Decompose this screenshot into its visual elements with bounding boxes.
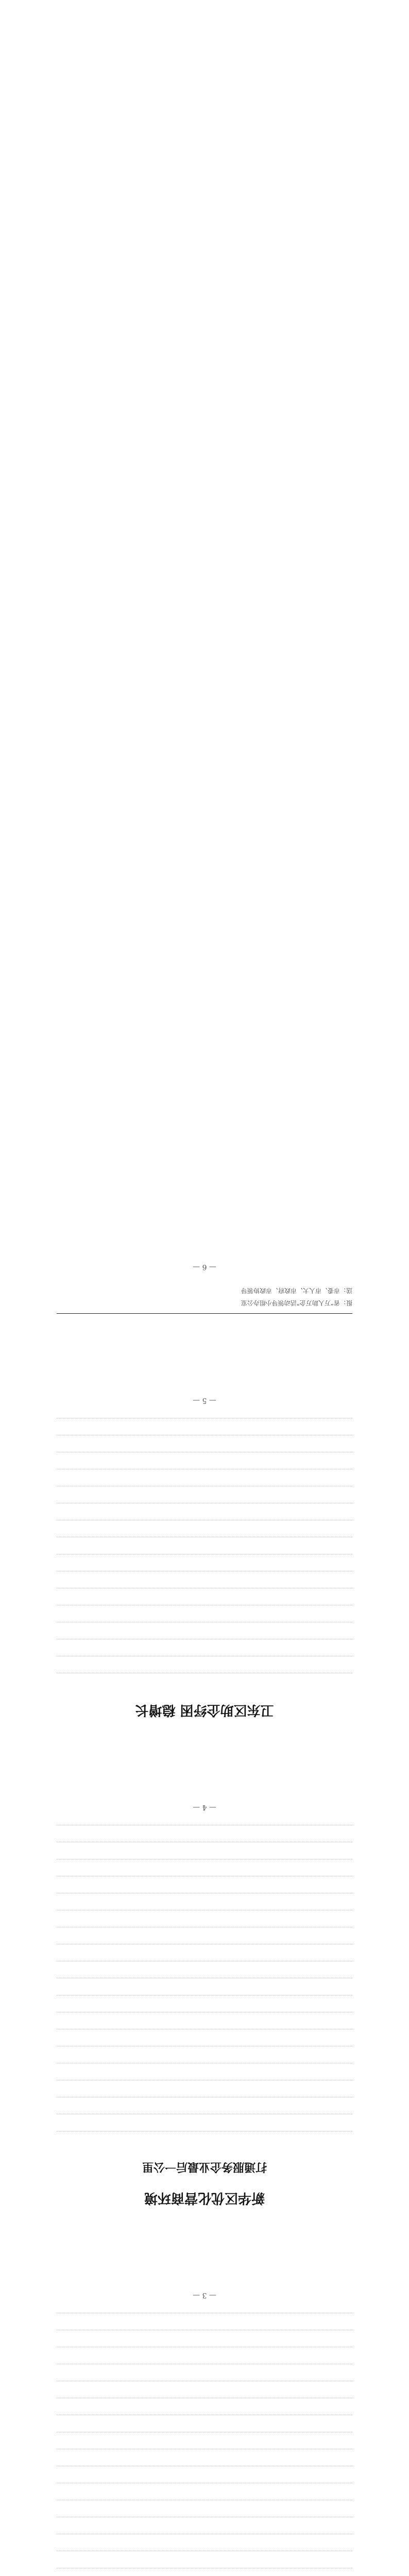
article-paragraph: [57, 2114, 352, 2129]
footnote-line: 送：市委、市人大、市政府、市政协领导: [241, 1287, 352, 1294]
article-paragraph: [57, 2568, 352, 2576]
article-paragraph: [57, 2534, 352, 2549]
article-paragraph: [57, 1571, 352, 1586]
article-paragraph: [57, 2466, 352, 2481]
article-paragraph: [57, 2449, 352, 2464]
article-paragraph: [57, 1656, 352, 1671]
footnote-rule: [57, 1313, 352, 1314]
article-paragraph: [57, 2131, 352, 2146]
article-paragraph: [57, 1876, 352, 1891]
article-paragraph: [57, 1927, 352, 1942]
page-number: — 3 —: [193, 2291, 216, 2299]
article-paragraph: [57, 1503, 352, 1518]
article-paragraph: [57, 1588, 352, 1603]
article-paragraph: [57, 2347, 352, 2362]
article-paragraph: [57, 2046, 352, 2061]
article-paragraph: [57, 1605, 352, 1620]
article-paragraph: [57, 2029, 352, 2044]
article-paragraph: [57, 2551, 352, 2566]
article-paragraph: [57, 1639, 352, 1654]
article-paragraph: [57, 1469, 352, 1484]
page-gap: [57, 1334, 352, 1381]
page-number: — 5 —: [193, 1396, 216, 1404]
article-paragraph: [57, 1825, 352, 1840]
article-paragraph: [57, 2097, 352, 2112]
article-paragraph: [57, 2517, 352, 2532]
page-content: [57, 1247, 352, 2576]
page-number: — 4 —: [193, 1803, 216, 1811]
article-subhead: 打通服务企业最后一公里: [142, 2160, 267, 2173]
article-paragraph: [57, 2313, 352, 2328]
footnote: [57, 1284, 352, 1309]
article-paragraph: [57, 1859, 352, 1874]
page-gap: [57, 1741, 352, 1788]
article-paragraph: [57, 2398, 352, 2413]
article-paragraph: [57, 2415, 352, 2430]
page-gap: [57, 2229, 352, 2276]
article-paragraph: [57, 1435, 352, 1450]
article-headline: 卫东区助企纾困 稳增长: [135, 1702, 274, 1718]
article-paragraph: [57, 1622, 352, 1637]
sections: [57, 1334, 352, 2576]
article-paragraph: [57, 2063, 352, 2078]
article-paragraph: [57, 2381, 352, 2396]
article-paragraph: [57, 1910, 352, 1925]
article-paragraph: [57, 1554, 352, 1569]
article-paragraph: [57, 1842, 352, 1857]
article-paragraph: [57, 1673, 352, 1688]
footnote-line: 报：省“万人助万企”活动领导小组办公室: [241, 1299, 352, 1307]
article-paragraph: [57, 1486, 352, 1501]
article-paragraph: [57, 2483, 352, 2498]
article-paragraph: [57, 2080, 352, 2095]
article-paragraph: [57, 1537, 352, 1552]
article-paragraph: [57, 1944, 352, 1959]
page-number-last: — 6 —: [193, 1263, 216, 1271]
article-paragraph: [57, 2364, 352, 2379]
article-paragraph: [57, 2330, 352, 2345]
article-paragraph: [57, 1978, 352, 1993]
article-paragraph: [57, 1893, 352, 1908]
article-paragraph: [57, 1418, 352, 1433]
article-paragraph: [57, 1452, 352, 1467]
article-paragraph: [57, 1995, 352, 2010]
article-headline: 新华区优化营商环境: [144, 2190, 265, 2206]
article-paragraph: [57, 2012, 352, 2027]
article-paragraph: [57, 1520, 352, 1535]
article-paragraph: [57, 1961, 352, 1976]
article-paragraph: [57, 2432, 352, 2447]
article-paragraph: [57, 2500, 352, 2515]
